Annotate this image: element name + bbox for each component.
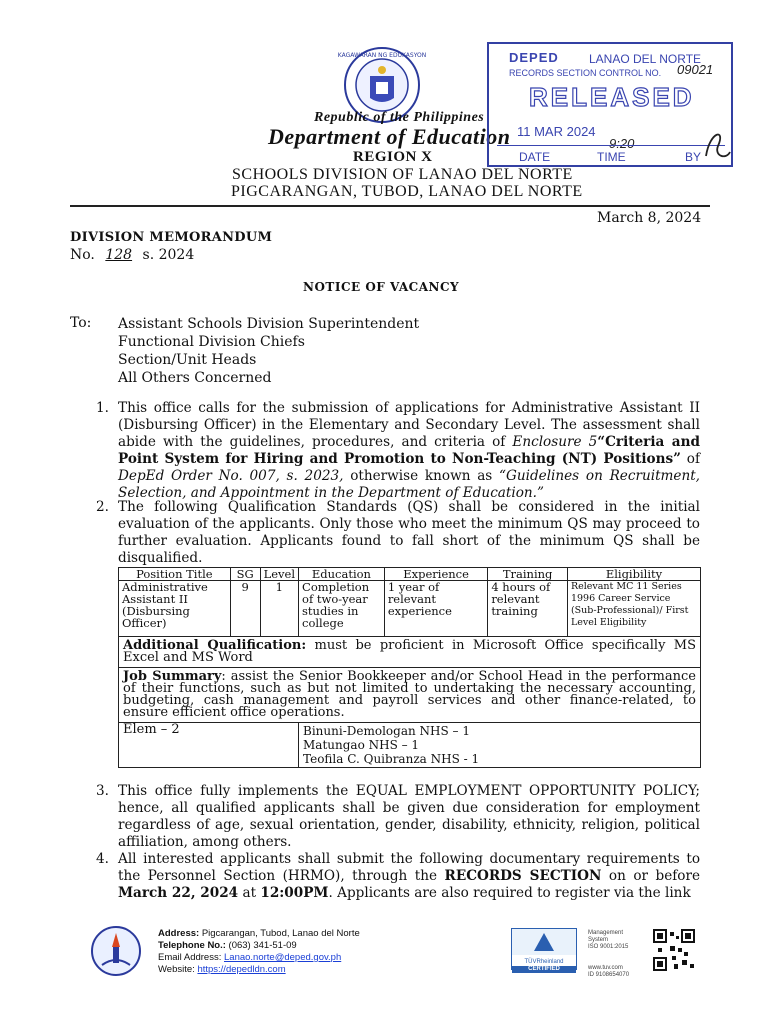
additional-qualification: Additional Qualification: must be proficient in Microsoft Office specifically MS Excel and MS Word (119, 637, 701, 668)
recipient-item: Assistant Schools Division Superintendent (118, 316, 420, 332)
job-summary: Job Summary: assist the Senior Bookkeeper and/or School Head in the performance of their functions, such as but not limited to undertaking the necessary accounting, budgeting, cash management and payroll services and other finance-related, to ensure efficient office operations. (119, 668, 701, 723)
department-name: Department of Education (268, 124, 511, 149)
table-row (119, 723, 701, 768)
cell-experience: 1 year of relevant experience (384, 581, 488, 637)
stamp-line (497, 145, 725, 146)
memo-no-prefix: No. (70, 247, 95, 263)
table-header: Level (260, 568, 298, 581)
table-header: Eligibility (567, 568, 700, 581)
republic-line: Republic of the Philippines (314, 110, 485, 125)
school-item: Binuni-Demologan NHS – 1 (303, 724, 470, 738)
cert-id: ID 9108654070 (588, 972, 630, 978)
stamp-time-label: TIME (597, 150, 626, 164)
stamp-time-value: 9:20 (609, 136, 635, 151)
website-link[interactable]: https://depedldn.com (197, 964, 286, 975)
cell-school-level: Elem – 2 (119, 723, 299, 768)
cert-site: www.tuv.com (588, 965, 623, 971)
cell-eligibility: Relevant MC 11 Series 1996 Career Service (Sub-Professional)/ First Level Eligibility (567, 581, 700, 637)
stamp-by-label: BY (685, 150, 702, 164)
table-header: SG (230, 568, 260, 581)
cell-training: 4 hours of relevant training (488, 581, 568, 637)
division-address: PIGCARANGAN, TUBOD, LANAO DEL NORTE (231, 183, 583, 200)
table-header: Position Title (119, 568, 231, 581)
para-3-number: 3. (96, 783, 109, 799)
footer-website: Website: https://depedldn.com (158, 964, 286, 975)
tuv-certified: CERTIFIED (512, 966, 576, 973)
memo-series: s. 2024 (142, 247, 195, 263)
para-1-number: 1. (96, 400, 109, 416)
paragraph-2: The following Qualification Standards (QS) shall be considered in the initial evaluation of the applicants. Only those who meet the minimum QS may proceed to further evaluation. Applicants found to fall short of the minimum QS shall be disqualified. (118, 499, 700, 566)
tuv-name: TÜVRheinland (524, 959, 564, 965)
division-logo (90, 925, 142, 977)
table-row (119, 637, 701, 668)
signature-mark (696, 126, 736, 166)
school-item: Teofila C. Quibranza NHS - 1 (303, 752, 480, 766)
table-header: Training (488, 568, 568, 581)
stamp-date-value: 11 MAR 2024 (517, 124, 596, 139)
region-line: REGION X (353, 149, 433, 165)
header-divider (70, 205, 710, 207)
footer-contact (158, 928, 360, 976)
para-2-number: 2. (96, 499, 109, 515)
recipient-item: All Others Concerned (118, 370, 272, 386)
footer-email: Email Address: Lanao.norte@deped.gov.ph (158, 952, 342, 963)
cell-position: Administrative Assistant II (Disbursing Officer) (119, 581, 231, 637)
stamp-status: RELEASED (529, 82, 695, 112)
footer-address: Address: Pigcarangan, Tubod, Lanao del Norte (158, 928, 360, 939)
stamp-control-no: 09021 (677, 62, 714, 77)
recipient-list (118, 315, 419, 387)
division-name: SCHOOLS DIVISION OF LANAO DEL NORTE (232, 166, 573, 183)
certification-text (588, 930, 629, 979)
cell-level: 1 (260, 581, 298, 637)
paragraph-3: This office fully implements the EQUAL EMPLOYMENT OPPORTUNITY POLICY; hence, all qualified applicants shall be given due consideration for employment regardless of age, sexual orientation, gender, disability, ethnicity, religion, political affiliation, among others. (118, 783, 700, 850)
memo-type: DIVISION MEMORANDUM (70, 230, 273, 245)
cell-sg: 9 (230, 581, 260, 637)
tuv-triangle-icon (512, 929, 576, 955)
qualification-standards-table (118, 567, 701, 768)
paragraph-1: This office calls for the submission of applications for Administrative Assistant II (Disbursing Officer) in the Elementary and Secondary Level. The assessment shall abide with the guidelines, procedures, and criteria of Enclosure 5“Criteria and Point System for Hiring and Promotion to Non-Teaching (NT) Positions” of DepEd Order No. 007, s. 2023, otherwise known as “Guidelines on Recruitment, Selection, and Appointment in the Department of Education.” (118, 400, 701, 501)
paragraph-4: All interested applicants shall submit the following documentary requirements to the Personnel Section (HRMO), through the RECORDS SECTION on or before March 22, 2024 at 12:00PM. Applicants are also required to register via the link (118, 851, 701, 901)
tuv-certification-badge (511, 928, 577, 970)
stamp-province: LANAO DEL NORTE (589, 52, 702, 66)
recipient-item: Section/Unit Heads (118, 352, 257, 368)
stamp-records: RECORDS SECTION CONTROL NO. (509, 68, 662, 78)
table-row (119, 581, 701, 637)
seal-label: KAGAWARAN NG EDUKASYON (337, 52, 427, 59)
memo-number: 128 (105, 247, 133, 263)
memo-date: March 8, 2024 (597, 210, 702, 226)
table-header-row (119, 568, 701, 581)
qr-code-icon (652, 928, 696, 972)
memo-title: NOTICE OF VACANCY (303, 280, 460, 294)
table-header: Education (299, 568, 385, 581)
stamp-agency: DEPED (509, 50, 559, 65)
cert-mgmt: Management System (588, 930, 624, 943)
email-link[interactable]: Lanao.norte@deped.gov.ph (224, 952, 342, 963)
recipient-item: Functional Division Chiefs (118, 334, 305, 350)
to-label: To: (70, 315, 92, 331)
footer-phone: Telephone No.: (063) 341-51-09 (158, 940, 297, 951)
cert-iso: ISO 9001:2015 (588, 944, 629, 950)
cell-education: Completion of two-year studies in college (299, 581, 385, 637)
stamp-date-label: DATE (519, 150, 551, 164)
memo-number-line (70, 247, 194, 263)
table-header: Experience (384, 568, 488, 581)
school-item: Matungao NHS – 1 (303, 738, 420, 752)
cell-schools (299, 723, 701, 768)
table-row (119, 668, 701, 723)
para-4-number: 4. (96, 851, 109, 867)
